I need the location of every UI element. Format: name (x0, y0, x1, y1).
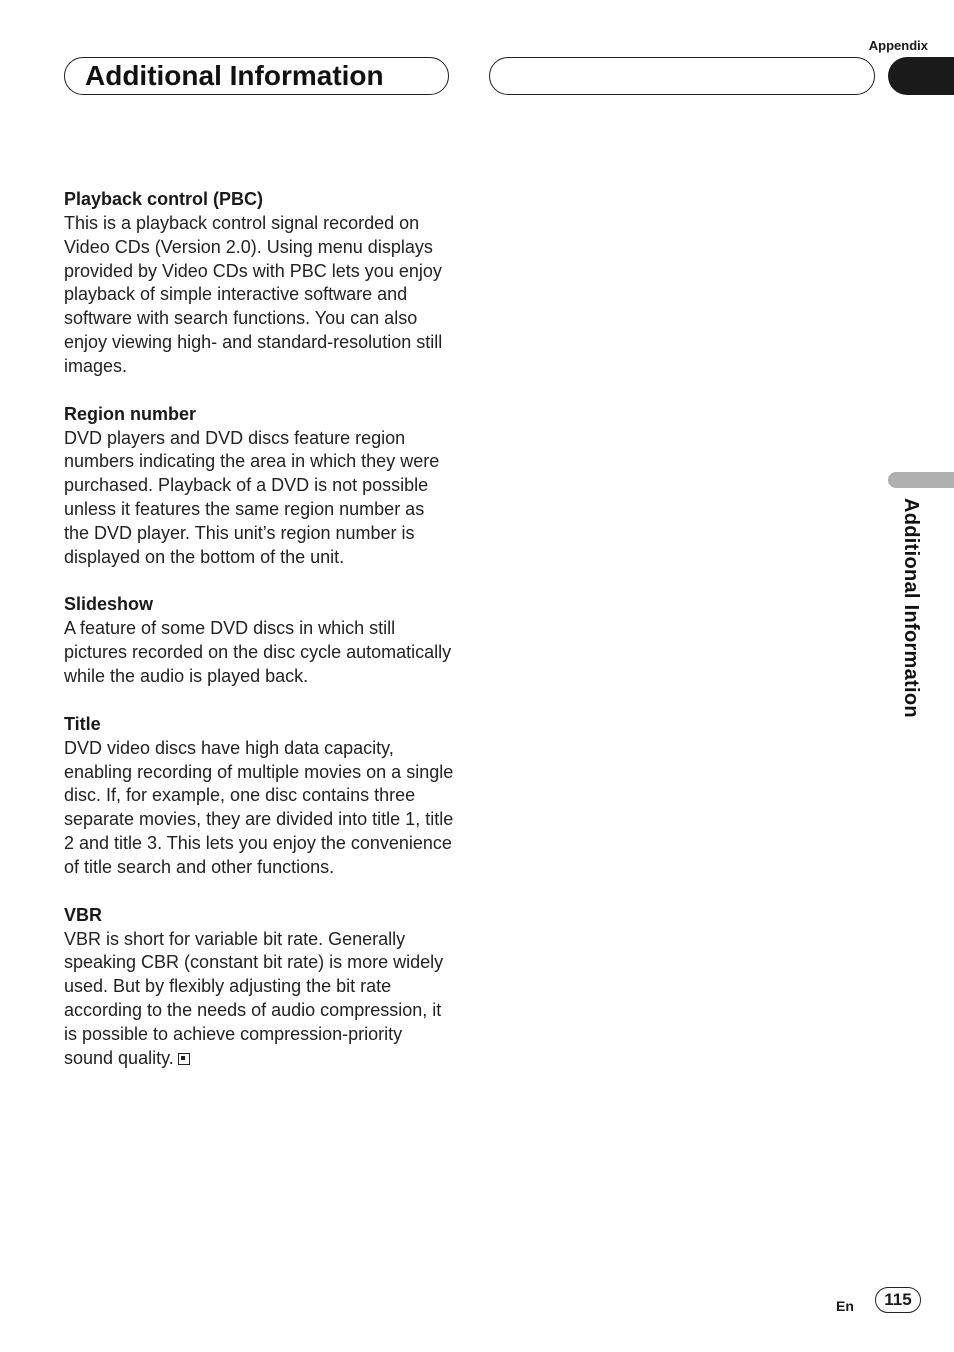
glossary-column (64, 186, 454, 1092)
glossary-entry-vbr (64, 902, 454, 1071)
entry-body: VBR is short for variable bit rate. Generally speaking CBR (constant bit rate) is more widely used. But by flexibly adjusting the bit rate according to the needs of audio compression, it is possible to achieve compression-priority sound quality. (64, 928, 444, 1068)
section-label: Appendix (868, 38, 928, 53)
entry-heading: Title (64, 713, 101, 734)
entry-heading: VBR (64, 904, 103, 925)
language-code: En (836, 1298, 854, 1314)
entry-body-container (64, 928, 454, 1071)
glossary-entry-title (64, 711, 454, 880)
entry-body: A feature of some DVD discs in which still pictures recorded on the disc cycle automatically while the audio is played back. (64, 618, 452, 686)
entry-body: This is a playback control signal recorded on Video CDs (Version 2.0). Using menu displays provided by Video CDs with PBC lets you enjoy playback of simple interactive software and software with search functions. You can also enjoy viewing high- and standard-resolution still images. (64, 213, 443, 376)
entry-heading: Playback control (PBC) (64, 189, 264, 209)
header-title-frame (64, 57, 449, 95)
entry-body: DVD video discs have high data capacity, enabling recording of multiple movies on a single disc. If, for example, one disc contains three separate movies, they are divided into title 1, title 2 and title 3. This lets you enjoy the convenience of title search and other functions. (64, 737, 454, 877)
glossary-entry-pbc (64, 186, 454, 379)
page-title: Additional Information (85, 60, 384, 91)
glossary-entry-region-number (64, 401, 454, 570)
end-of-section-icon (178, 1053, 190, 1065)
side-gray-tab (888, 472, 954, 488)
header-blank-frame (489, 57, 875, 95)
entry-body: DVD players and DVD discs feature region numbers indicating the area in which they were purchased. Playback of a DVD is not possible unless it features the same region number as the DVD player. This unit’s region number is displayed on the bottom of the unit. (64, 427, 440, 567)
entry-heading: Slideshow (64, 594, 154, 615)
page-number: 115 (875, 1287, 921, 1313)
glossary-entry-slideshow (64, 591, 454, 688)
header-black-tab (888, 57, 954, 95)
entry-heading: Region number (64, 403, 197, 424)
side-section-label: Additional Information (900, 498, 922, 718)
